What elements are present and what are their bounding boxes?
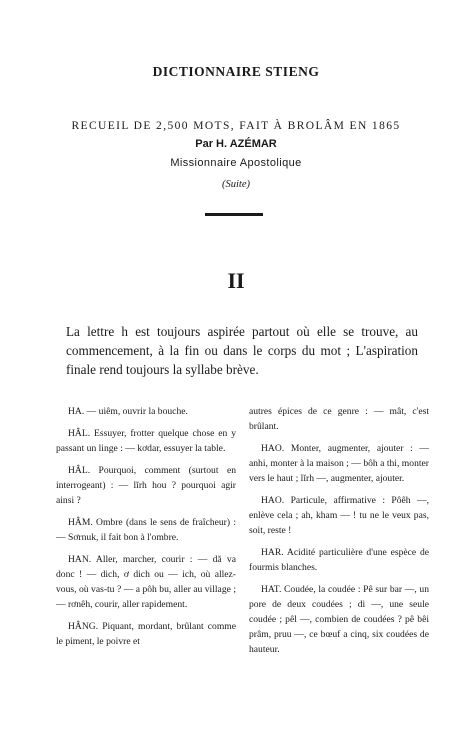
author-role: Missionnaire Apostolique bbox=[170, 157, 302, 169]
dictionary-entry: HÂL. Essuyer, frotter quelque chose en y passant un linge : — kơdar, essuyer la table. bbox=[56, 428, 236, 454]
dictionary-entry: HAO. Particule, affirmative : Pôêh —, enlève cela ; ah, kham — ! tu ne le veux pas, soit, reste ! bbox=[249, 495, 429, 536]
dictionary-entry: HÂL. Pourquoi, comment (surtout en interrogeant) : — lĭrh hou ? pourquoi agir ainsi ? bbox=[56, 465, 236, 506]
right-column bbox=[249, 404, 429, 664]
page-title: DICTIONNAIRE STIENG bbox=[152, 64, 320, 79]
intro-paragraph: La lettre h est toujours aspirée partout où elle se trouve, au commencement, à la fin ou dans le corps du mot ; L'aspiration finale rend toujours la syllabe brève. bbox=[66, 324, 418, 377]
dictionary-entry: autres épices de ce genre : — mât, c'est brûlant. bbox=[249, 406, 429, 432]
author-line: Par H. AZÉMAR bbox=[195, 138, 277, 150]
dictionary-entry: HAR. Acidité particulière d'une espèce de fourmis blanches. bbox=[249, 547, 429, 573]
dictionary-entry: HAO. Monter, augmenter, ajouter : — anhi, monter à la maison ; — bôh a thi, monter vers le haut ; lĭrh —, augmenter, ajouter. bbox=[249, 443, 429, 484]
chapter-heading: II bbox=[227, 268, 245, 293]
continued-note: (Suite) bbox=[222, 179, 250, 190]
section-divider bbox=[205, 213, 263, 216]
dictionary-entry: HÂM. Ombre (dans le sens de fraîcheur) : — Sơrnuk, il fait bon à l'ombre. bbox=[56, 517, 236, 543]
dictionary-entry: HAT. Coudée, la coudée : Pê sur bar —, un pore de deux coudées ; di —, une seule coudée ; pêl —, combien de coudées ? pê bêi prâm, pruu —, ce bœuf a cinq, six coudées de hauteur. bbox=[249, 584, 429, 655]
page-subtitle: RECUEIL DE 2,500 MOTS, FAIT À BROLÂM EN 1865 bbox=[71, 120, 401, 132]
dictionary-entry: HÂNG. Piquant, mordant, brûlant comme le piment, le poivre et bbox=[56, 621, 236, 647]
left-column bbox=[56, 404, 236, 656]
dictionary-entry: HA. — uiêm, ouvrir la bouche. bbox=[68, 406, 188, 417]
dictionary-entry: HAN. Aller, marcher, courir : — dă va donc ! — dich, ơ dich ou — ich, où allez-vous, où vas-tu ? — a pôh bu, aller au village ; — rơnêh, courir, aller rapidement. bbox=[56, 554, 236, 610]
